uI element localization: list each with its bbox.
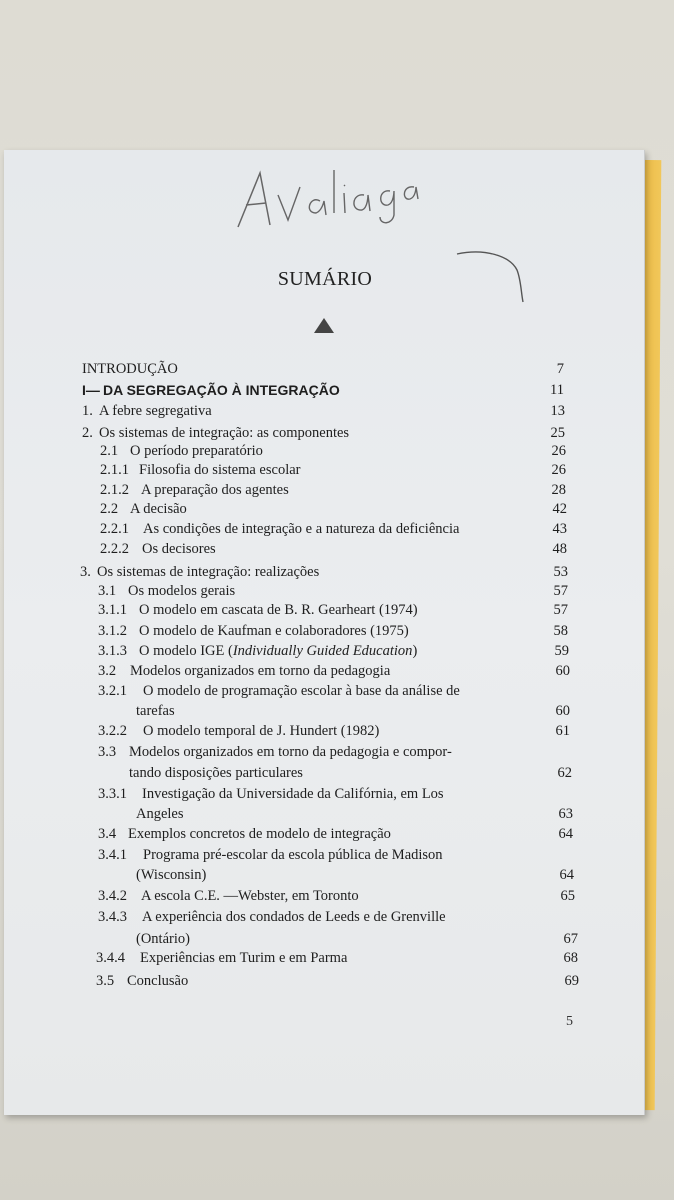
toc-entry-text: Os modelos gerais [128,583,236,599]
toc-entry [0,480,674,500]
toc-entry-number: 3.4.3 [98,909,127,925]
toc-entry-text: O modelo IGE (Individually Guided Education) [139,643,418,659]
toc-entry-text: Conclusão [127,973,189,989]
toc-entry-text: Filosofia do sistema escolar [139,462,301,478]
toc-entry-number: 3.2.1 [98,683,127,699]
toc-entry-continuation [0,865,674,885]
toc-entry-number: 2.1 [100,443,119,459]
toc-entry-text: Exemplos concretos de modelo de integração [128,826,391,842]
toc-entry-text: A escola C.E. —Webster, em Toronto [141,888,359,904]
toc-entry-text: A febre segregativa [99,403,212,419]
toc-entry [0,519,674,539]
toc-entry-text: A preparação dos agentes [141,482,289,498]
toc-entry [0,886,674,906]
toc-entry-page: 59 [554,643,569,659]
toc-entry [0,742,674,762]
page-title: SUMÁRIO [277,268,373,290]
toc-entry-text: As condições de integração e a natureza da deficiência [143,521,460,537]
toc-entry [0,948,674,968]
toc-entry-text: Os sistemas de integração: as componentes [99,425,350,441]
toc-entry-text: Experiências em Turim e em Parma [140,950,348,966]
toc-entry-continuation [0,763,674,783]
toc-entry-continuation [0,804,674,824]
toc-entry-page: 62 [557,765,572,781]
toc-entry-continuation [0,929,674,949]
toc-entry-text: O modelo temporal de J. Hundert (1982) [143,723,380,739]
toc-entry-text: INTRODUÇÃO [82,361,178,377]
toc-entry-continuation [0,701,674,721]
toc-entry-number: 2.1.1 [100,462,129,478]
toc-entry [0,380,674,400]
toc-entry [0,784,674,804]
toc-entry-page: 60 [555,703,570,719]
toc-entry-page: 42 [552,501,567,517]
toc-entry-text: (Ontário) [136,931,190,947]
toc-entry-text: O período preparatório [130,443,263,459]
toc-entry-number: 3.5 [96,973,115,989]
toc-entry-text: A experiência dos condados de Leeds e de Grenville [142,909,446,925]
toc-entry [0,600,674,620]
toc-entry-page: 25 [550,425,565,441]
toc-entry-page: 57 [553,602,568,618]
toc-entry-text: Angeles [136,806,184,822]
toc-entry-page: 26 [551,443,566,459]
toc-entry [0,562,674,582]
toc-entry-number: 1. [82,403,93,419]
toc-entry-page: 11 [550,382,564,398]
toc-entry-text: tarefas [136,703,175,719]
toc-entry [0,621,674,641]
toc-entry-number: 2.2 [100,501,119,517]
toc-entry-number: 3.4.2 [98,888,127,904]
toc-entry-number: 3.2 [98,663,117,679]
toc-entry-page: 43 [552,521,567,537]
toc-entry-number: 3.4 [98,826,117,842]
toc-entry [0,423,674,443]
toc-entry [0,441,674,461]
toc-entry-text: O modelo de Kaufman e colaboradores (1975) [139,623,409,639]
toc-entry-page: 64 [558,826,573,842]
toc-entry-page: 61 [555,723,570,739]
toc-entry-page: 63 [558,806,573,822]
toc-entry [0,641,674,661]
toc-entry-page: 67 [563,931,578,947]
toc-entry [0,539,674,559]
toc-entry-page: 68 [563,950,578,966]
toc-entry-page: 69 [564,973,579,989]
toc-entry-page: 60 [555,663,570,679]
toc-entry [0,359,674,379]
toc-entry-text: O modelo de programação escolar à base da análise de [143,683,460,699]
toc-entry-number: 3.1 [98,583,117,599]
toc-entry [0,401,674,421]
toc-entry-text: A decisão [130,501,187,517]
toc-entry [0,907,674,927]
toc-entry-number: 2.1.2 [100,482,129,498]
toc-entry-number: 3.4.4 [96,950,125,966]
toc-entry [0,581,674,601]
page-number: 5 [566,1014,573,1029]
toc-entry-page: 65 [560,888,575,904]
toc-entry-number: 2.2.2 [100,541,129,557]
toc-entry-number: 3.3.1 [98,786,127,802]
italic-title: Individually Guided Education [232,643,413,659]
toc-entry-text: tando disposições particulares [129,765,303,781]
toc-entry-page: 26 [551,462,566,478]
toc-entry-text: Os sistemas de integração: realizações [97,564,320,580]
toc-entry-text: Modelos organizados em torno da pedagogia [130,663,391,679]
toc-entry-page: 58 [553,623,568,639]
toc-entry-number: 3.4.1 [98,847,127,863]
toc-entry-number: 3.1.1 [98,602,127,618]
toc-entry-text: (Wisconsin) [136,867,207,883]
toc-entry-page: 64 [559,867,574,883]
toc-entry-page: 28 [551,482,566,498]
toc-entry [0,681,674,701]
toc-entry-text: Programa pré-escolar da escola pública de Madison [143,847,443,863]
toc-entry-page: 53 [553,564,568,580]
toc-entry [0,721,674,741]
toc-entry-page: 7 [556,361,564,377]
toc-entry-number: 2.2.1 [100,521,129,537]
toc-entry [0,824,674,844]
toc-entry-number: 3.2.2 [98,723,127,739]
toc-entry-text: Modelos organizados em torno da pedagogia e compor- [129,744,452,760]
toc-entry-text: O modelo em cascata de B. R. Gearheart (1974) [139,602,418,618]
toc-entry [0,661,674,681]
toc-entry-number: 3.3 [98,744,117,760]
toc-entry-page: 57 [553,583,568,599]
toc-entry-number: 2. [82,425,93,441]
toc-entry-text: Os decisores [142,541,216,557]
toc-entry [0,845,674,865]
toc-entry [0,971,674,991]
toc-entry-number: 3.1.3 [98,643,127,659]
toc-entry-number: 3.1.2 [98,623,127,639]
toc-entry-page: 13 [550,403,565,419]
toc-entry-text: Investigação da Universidade da Califórnia, em Los [142,786,444,802]
toc-entry-number: 3. [80,564,91,580]
toc-entry [0,460,674,480]
toc-entry-number: I— [82,382,100,398]
toc-entry [0,499,674,519]
toc-entry-page: 48 [552,541,567,557]
toc-entry-text: DA SEGREGAÇÃO À INTEGRAÇÃO [103,382,340,398]
